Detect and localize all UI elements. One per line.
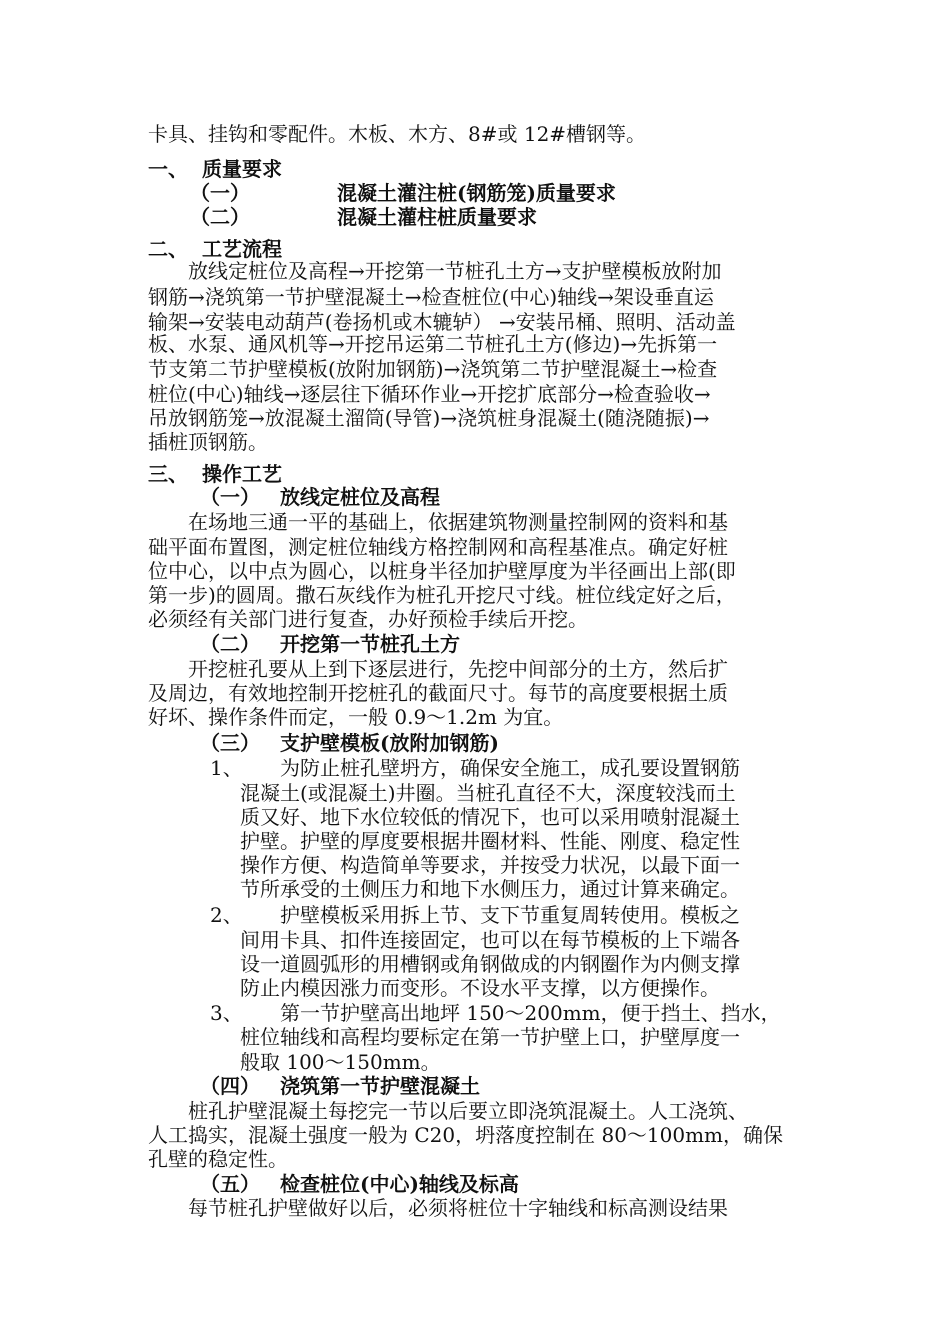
sub1-num: （一）: [200, 485, 260, 509]
paragraph-line: 钢筋→浇筑第一节护壁混凝土→检查桩位(中心)轴线→架设垂直运: [148, 285, 714, 309]
list-item-line: 质又好、地下水位较低的情况下，也可以采用喷射混凝土: [240, 805, 740, 829]
sub2-title: 开挖第一节桩孔土方: [280, 632, 460, 656]
paragraph-line: 础平面布置图，测定桩位轴线方格控制网和高程基准点。确定好桩: [148, 535, 728, 559]
sub3-num: （三）: [200, 731, 260, 755]
list-item-line: 桩位轴线和高程均要标定在第一节护壁上口，护壁厚度一: [240, 1025, 740, 1049]
sub4-num: （四）: [200, 1074, 260, 1098]
section2-title: 工艺流程: [202, 237, 282, 261]
list-item-line: 操作方便、构造简单等要求，并按受力状况，以最下面一: [240, 853, 740, 877]
list-item-line: 护壁。护壁的厚度要根据井圈材料、性能、刚度、稳定性: [240, 829, 740, 853]
section1-title: 质量要求: [202, 157, 282, 181]
sub5-num: （五）: [200, 1172, 260, 1196]
list-item-line: 护壁模板采用拆上节、支下节重复周转使用。模板之: [280, 903, 740, 927]
sub2-num: （二）: [200, 632, 260, 656]
intro-line: 卡具、挂钩和零配件。木板、木方、8#或 12#槽钢等。: [148, 122, 647, 146]
section1-sub2-num: （二）: [190, 205, 250, 229]
list-item-line: 节所承受的土侧压力和地下水侧压力，通过计算来确定。: [240, 877, 740, 901]
sub5-title: 检查桩位(中心)轴线及标高: [280, 1172, 519, 1196]
section1-sub2-title: 混凝土灌柱桩质量要求: [337, 205, 537, 229]
list-item-num: 1、: [210, 756, 243, 780]
list-item-num: 2、: [210, 903, 243, 927]
paragraph-line: 插桩顶钢筋。: [148, 430, 268, 454]
list-item-num: 3、: [210, 1001, 243, 1025]
paragraph-line: 位中心，以中点为圆心，以桩身半径加护壁厚度为半径画出上部(即: [148, 559, 736, 583]
paragraph-line: 节支第二节护壁模板(放附加钢筋)→浇筑第二节护壁混凝土→检查: [148, 357, 718, 381]
section3-num: 三、: [148, 462, 188, 486]
section1-sub1-title: 混凝土灌注桩(钢筋笼)质量要求: [337, 181, 616, 205]
paragraph-line: 桩位(中心)轴线→逐层往下循环作业→开挖扩底部分→检查验收→: [148, 382, 711, 406]
list-item-line: 防止内模因涨力而变形。不设水平支撑，以方便操作。: [240, 976, 720, 1000]
paragraph-line: 输架→安装电动葫芦(卷扬机或木辘轳） →安装吊桶、照明、活动盖: [148, 310, 736, 334]
paragraph-line: 必须经有关部门进行复查，办好预检手续后开挖。: [148, 607, 588, 631]
paragraph-line: 放线定桩位及高程→开挖第一节桩孔土方→支护壁模板放附加: [188, 259, 722, 283]
list-item-line: 间用卡具、扣件连接固定，也可以在每节模板的上下端各: [240, 928, 740, 952]
paragraph-line: 桩孔护壁混凝土每挖完一节以后要立即浇筑混凝土。人工浇筑、: [188, 1099, 748, 1123]
paragraph-line: 好坏、操作条件而定，一般 0.9～1.2m 为宜。: [148, 705, 564, 729]
list-item-line: 混凝土(或混凝土)井圈。当桩孔直径不大，深度较浅而土: [240, 781, 736, 805]
paragraph-line: 人工捣实，混凝土强度一般为 C20，坍落度控制在 80～100mm，确保: [148, 1123, 784, 1147]
section3-title: 操作工艺: [202, 462, 282, 486]
paragraph-line: 吊放钢筋笼→放混凝土溜筒(导管)→浇筑桩身混凝土(随浇随振)→: [148, 406, 710, 430]
list-item-line: 设一道圆弧形的用槽钢或角钢做成的内钢圈作为内侧支撑: [240, 952, 740, 976]
section2-num: 二、: [148, 237, 188, 261]
paragraph-line: 板、水泵、通风机等→开挖吊运第二节桩孔土方(修边)→先拆第一: [148, 332, 718, 356]
paragraph-line: 开挖桩孔要从上到下逐层进行，先挖中间部分的土方，然后扩: [188, 657, 728, 681]
section1-num: 一、: [148, 157, 188, 181]
sub4-title: 浇筑第一节护壁混凝土: [280, 1074, 480, 1098]
paragraph-line: 每节桩孔护壁做好以后，必须将桩位十字轴线和标高测设结果: [188, 1196, 728, 1220]
sub3-title: 支护壁模板(放附加钢筋): [280, 731, 499, 755]
paragraph-line: 在场地三通一平的基础上，依据建筑物测量控制网的资料和基: [188, 510, 728, 534]
paragraph-line: 孔壁的稳定性。: [148, 1147, 288, 1171]
paragraph-line: 及周边，有效地控制开挖桩孔的截面尺寸。每节的高度要根据土质: [148, 681, 728, 705]
list-item-line: 第一节护壁高出地坪 150～200mm，便于挡土、挡水，: [280, 1001, 781, 1025]
list-item-line: 为防止桩孔壁坍方，确保安全施工，成孔要设置钢筋: [280, 756, 740, 780]
paragraph-line: 第一步)的圆周。撒石灰线作为桩孔开挖尺寸线。桩位线定好之后，: [148, 583, 736, 607]
sub1-title: 放线定桩位及高程: [280, 485, 440, 509]
section1-sub1-num: （一）: [190, 181, 250, 205]
list-item-line: 般取 100～150mm。: [240, 1050, 441, 1074]
